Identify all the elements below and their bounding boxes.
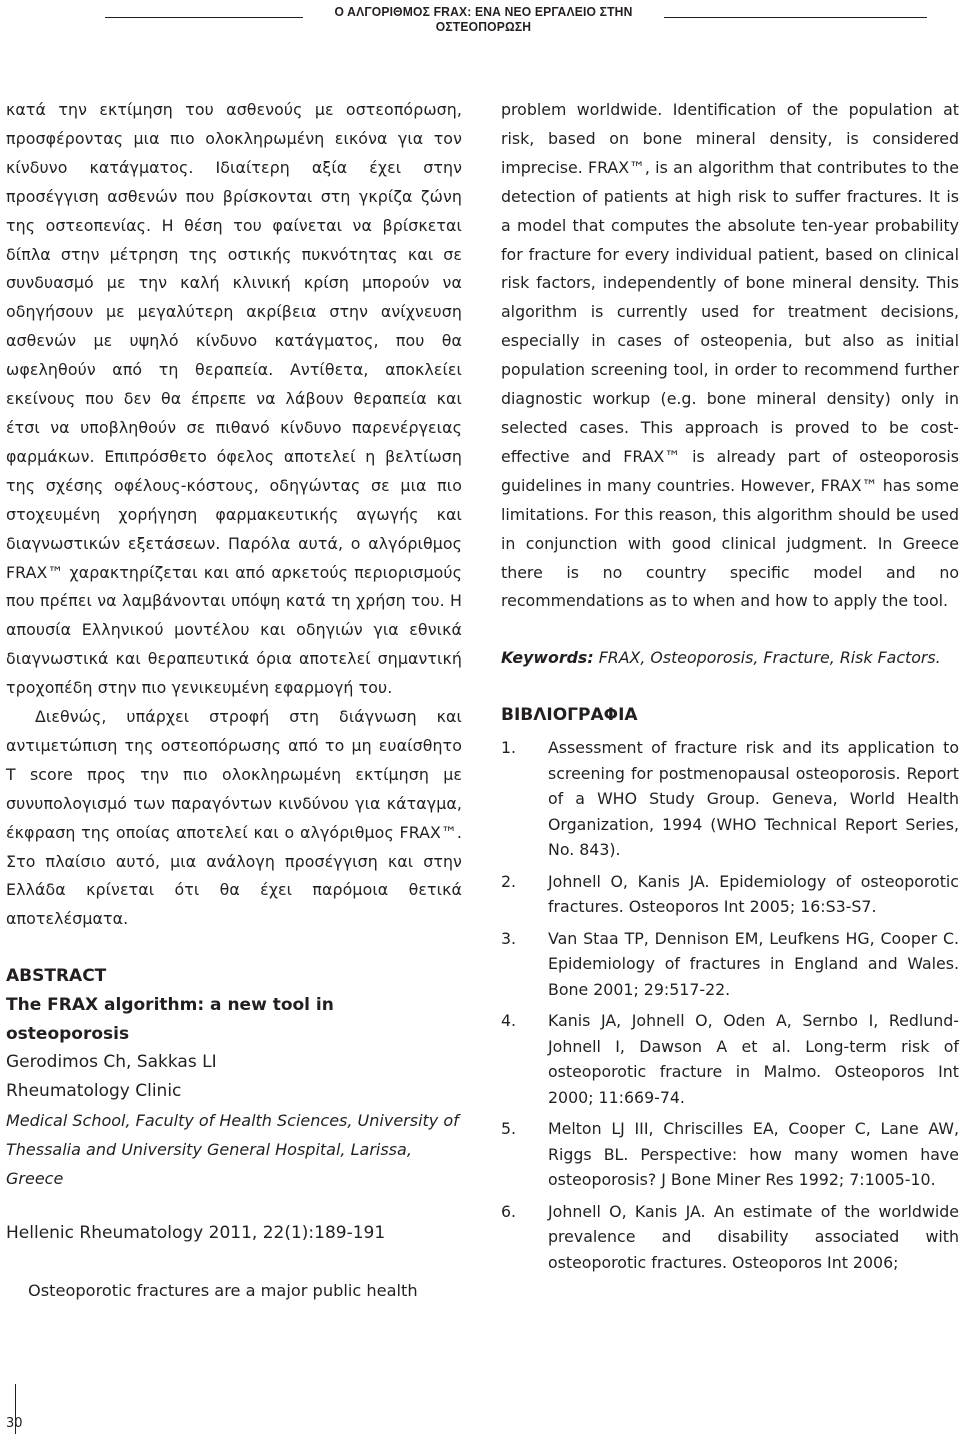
abstract-title: The FRAX algorithm: a new tool in osteoporosis [6, 995, 334, 1044]
journal-citation: Hellenic Rheumatology 2011, 22(1):189-191 [6, 1223, 386, 1244]
running-header [0, 0, 960, 34]
keywords-text: FRAX, Osteoporosis, Fracture, Risk Factors. [598, 648, 941, 668]
header-rule-right [664, 17, 927, 18]
keywords-label: Keywords: [501, 648, 594, 668]
reference-item: 1. Assessment of fracture risk and its application to screening for postmenopausal osteoporosis. Report of a WHO Study Group. Geneva, World Health Organization, 1994 (WHO Technical Report Series, No. 843). [501, 738, 959, 860]
references-heading: ΒΙΒΛΙΟΓΡΑΦΙΑ [501, 705, 638, 726]
greek-paragraph-2: Διεθνώς, υπάρχει στροφή στη διάγνωση και αντιμετώπιση της οστεοπόρωσης από το μη ευαίσθητο T score προς την πιο ολοκληρωμένη εκτίμηση με συνυπολογισμό των παραγόντων κινδύνου για κάταγμα, έκφραση της οποίας αποτελεί και ο αλγόριθμος FRAX™. Στο πλαίσιο αυτό, μια ανάλογη προσέγγιση και στην Ελλάδα κρίνεται ότι θα έχει παρόμοια θετικά αποτελέσματα. [6, 707, 462, 929]
page-number: 30 [6, 1416, 23, 1431]
clinic: Rheumatology Clinic [6, 1081, 182, 1102]
greek-conclusion [6, 96, 462, 934]
reference-item: 4. Kanis JA, Johnell O, Oden A, Sernbo I, Redlund-Johnell I, Dawson A et al. Long-term risk of osteoporotic fracture in Malmo. Osteoporos Int 2000; 11:669-74. [501, 1011, 959, 1107]
authors: Gerodimos Ch, Sakkas LI [6, 1052, 217, 1073]
abstract-text-continued: problem worldwide. Identification of the population at risk, based on bone mineral density, is considered imprecise. FRAX™, is an algorithm that contributes to the detection of patients at high risk to suffer fractures. It is a model that computes the absolute ten-year probability for fracture for every individual patient, based on clinical risk factors, independently of bone mineral density. This algorithm is currently used for treatment decisions, especially in cases of osteopenia, but also as initial population screening tool, in order to recommend further diagnostic workup (e.g. bone mineral density) only in selected cases. This approach is proved to be cost-effective and FRAX™ is already part of osteoporosis guidelines in many countries. However, FRAX™ has some limitations. For this reason, this algorithm should be used in conjunction with good clinical judgment. In Greece there is no country specific model and no recommendations as to when and how to apply the tool. [501, 100, 959, 611]
greek-paragraph-1: κατά την εκτίμηση του ασθενούς με οστεοπόρωση, προσφέροντας μια πιο ολοκληρωμένη εικόνα για τον κίνδυνο κατάγματος. Ιδιαίτερη αξία έχει στην προσέγγιση ασθενών που βρίσκονται στη γκρίζα ζώνη της οστεοπενίας. Η θέση του φαίνεται να βρίσκεται δίπλα στην μέτρηση της οστικής πυκνότητας και σε συνδυασμό με την καλή κλινική κρίση μπορούν να οδηγήσουν με μεγαλύτερη ακρίβεια στην ανίχνευση ασθενών με υψηλό κίνδυνο κατάγματος, που θα ωφεληθούν από τη θεραπεία. Αντίθετα, αποκλείει εκείνους που δεν θα έπρεπε να λάβουν θεραπεία και έτσι να υποβληθούν σε πιθανό κίνδυνο παρενέργειας φαρμάκων. Επιπρόσθετο όφελος αποτελεί η βελτίωση της σχέσης οφέλους-κόστους, οδηγώντας σε μια πιο στοχευμένη χορήγηση φαρμακευτικής αγωγής και διαγνωστικών εξετάσεων. Παρόλα αυτά, ο αλγόριθμος FRAX™ χαρακτηρίζεται και από αρκετούς περιορισμούς που πρέπει να λαμβάνονται υπόψη κατά τη χρήση του. Η απουσία Ελληνικού μοντέλου και οδηγιών για εθνικά διαγνωστικά και θεραπευτικά όρια αποτελεί σημαντική τροχοπέδη στην πιο γενικευμένη εφαρμογή του. [6, 100, 462, 698]
keywords [501, 644, 959, 673]
reference-item: 6. Johnell O, Kanis JA. An estimate of the worldwide prevalence and disability associated with osteoporotic fractures. Osteoporos Int 2006; [501, 1201, 959, 1272]
reference-item: 2. Johnell O, Kanis JA. Epidemiology of osteoporotic fractures. Osteoporos Int 2005; 16:S3-S7. [501, 871, 959, 917]
reference-list [501, 735, 959, 1275]
affiliation: Medical School, Faculty of Health Sciences, University of Thessalia and University General Hospital, Larissa, Greece [6, 1111, 459, 1189]
running-title: Ο ΑΛΓΟΡΙΘΜΟΣ FRAX: ΕΝΑ ΝΕΟ ΕΡΓΑΛΕΙΟ ΣΤΗΝ ΟΣΤΕΟΠΟΡΩΣΗ [334, 4, 633, 34]
header-rule-left [105, 17, 303, 18]
abstract-text-start: Osteoporotic fractures are a major public health [28, 1281, 418, 1301]
reference-item: 5. Melton LJ III, Chriscilles EA, Cooper C, Lane AW, Riggs BL. Perspective: how many women have osteoporosis? J Bone Miner Res 1992; 7:1005-10. [501, 1119, 959, 1190]
right-column [501, 96, 959, 1281]
reference-item: 3. Van Staa TP, Dennison EM, Leufkens HG, Cooper C. Epidemiology of fractures in England and Wales. Bone 2001; 29:517-22. [501, 928, 959, 999]
abstract-heading: ABSTRACT [6, 966, 107, 987]
left-column [6, 96, 462, 1305]
